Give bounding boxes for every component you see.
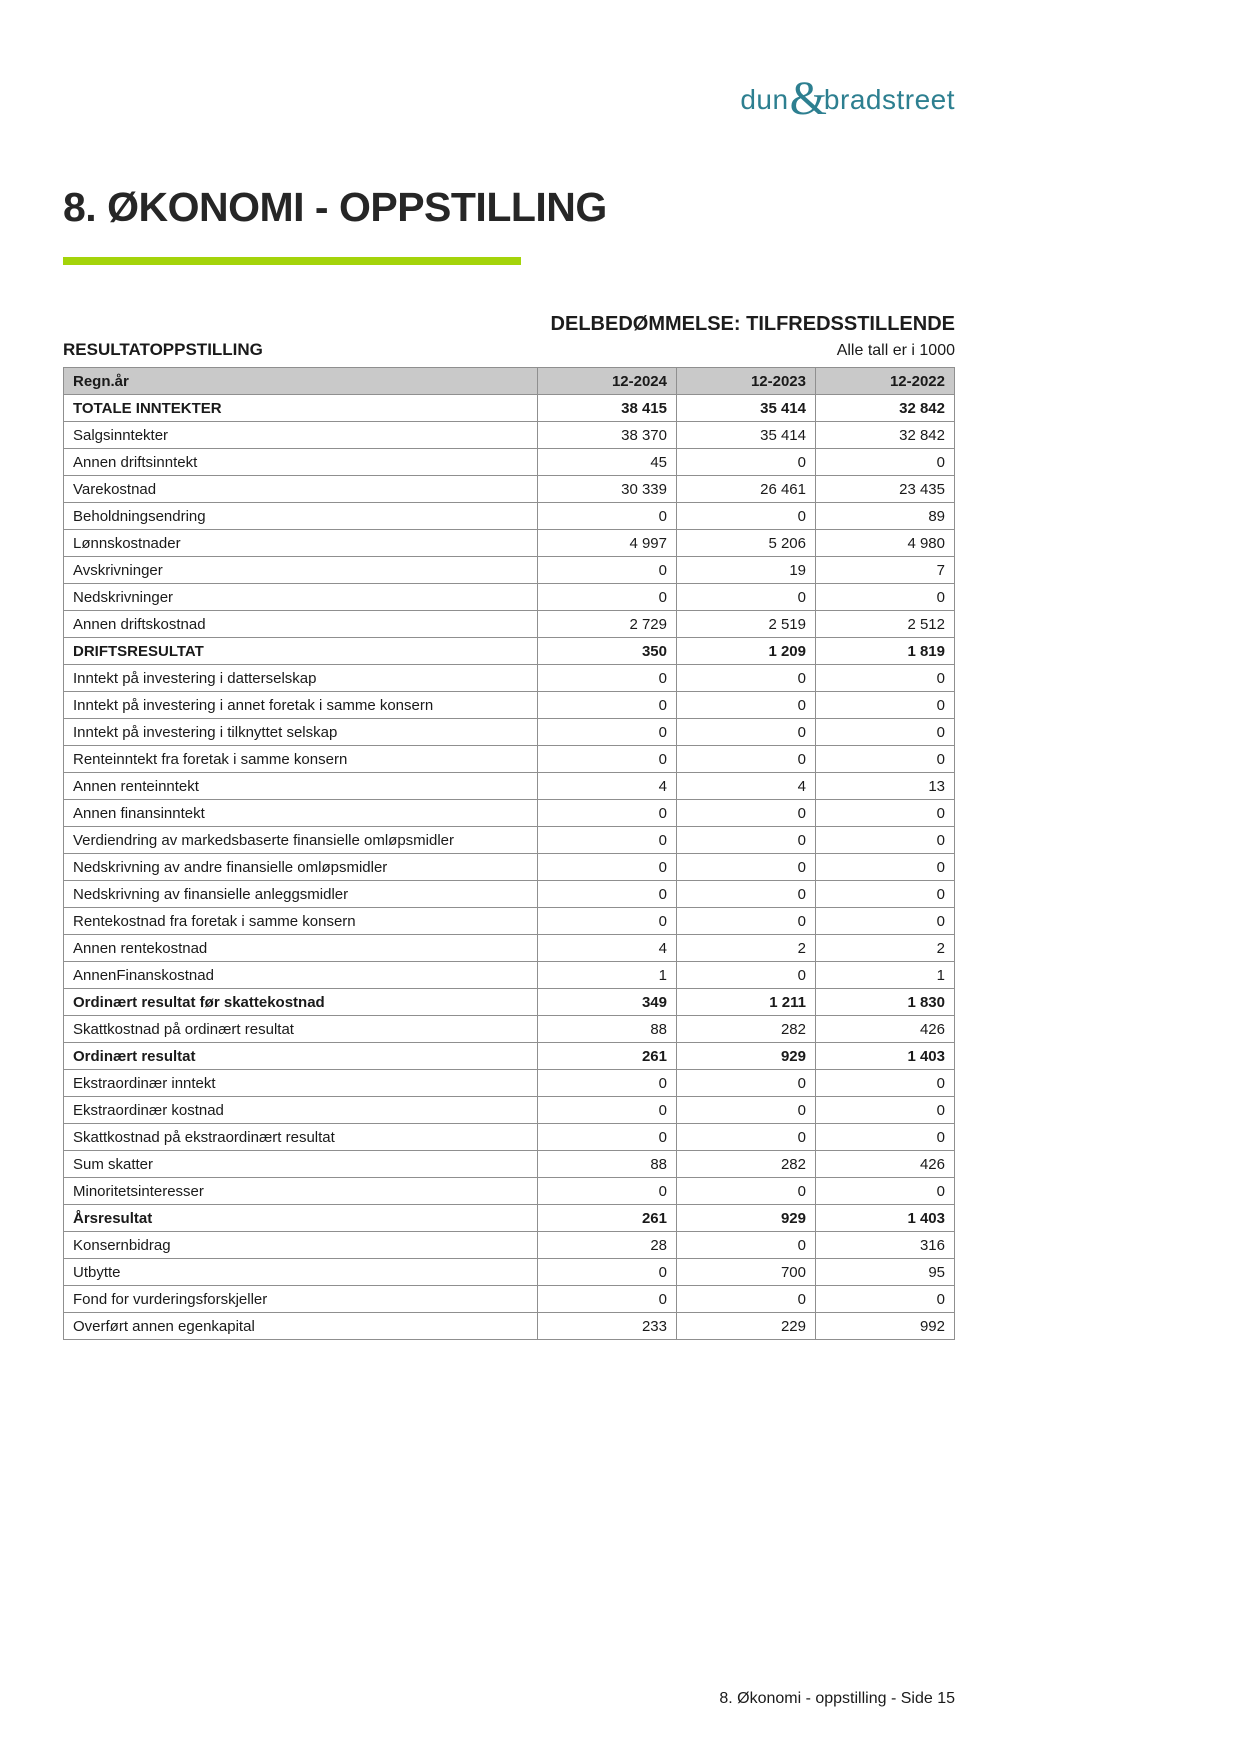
- row-label: Renteinntekt fra foretak i samme konsern: [64, 746, 538, 773]
- row-value: 1 819: [816, 638, 955, 665]
- table-row: [64, 719, 955, 746]
- row-label: Minoritetsinteresser: [64, 1178, 538, 1205]
- table-row: [64, 854, 955, 881]
- row-value: 26 461: [677, 476, 816, 503]
- row-value: 0: [677, 908, 816, 935]
- row-label: Overført annen egenkapital: [64, 1313, 538, 1340]
- row-value: 0: [538, 854, 677, 881]
- row-value: 282: [677, 1151, 816, 1178]
- row-value: 95: [816, 1259, 955, 1286]
- row-value: 0: [538, 719, 677, 746]
- row-value: 233: [538, 1313, 677, 1340]
- row-value: 0: [677, 1286, 816, 1313]
- row-label: Beholdningsendring: [64, 503, 538, 530]
- row-value: 316: [816, 1232, 955, 1259]
- logo-text-dun: dun: [740, 84, 789, 115]
- row-label: Sum skatter: [64, 1151, 538, 1178]
- table-row: [64, 1232, 955, 1259]
- row-value: 0: [816, 1286, 955, 1313]
- table-header-row: [64, 368, 955, 395]
- row-value: 1 830: [816, 989, 955, 1016]
- row-label: Nedskrivninger: [64, 584, 538, 611]
- table-row: [64, 1205, 955, 1232]
- row-value: 349: [538, 989, 677, 1016]
- table-row: [64, 476, 955, 503]
- table-row: [64, 1070, 955, 1097]
- title-accent-bar: [63, 257, 521, 265]
- page-title: 8. ØKONOMI - OPPSTILLING: [63, 184, 607, 230]
- row-value: 35 414: [677, 422, 816, 449]
- page-footer: 8. Økonomi - oppstilling - Side 15: [719, 1690, 955, 1707]
- row-value: 5 206: [677, 530, 816, 557]
- row-label: Verdiendring av markedsbaserte finansielle omløpsmidler: [64, 827, 538, 854]
- row-value: 0: [677, 800, 816, 827]
- row-value: 0: [816, 800, 955, 827]
- table-row: [64, 611, 955, 638]
- table-row: [64, 935, 955, 962]
- row-value: 0: [538, 881, 677, 908]
- table-row: [64, 638, 955, 665]
- row-value: 2 729: [538, 611, 677, 638]
- row-value: 0: [538, 746, 677, 773]
- row-value: 0: [677, 827, 816, 854]
- row-value: 1: [816, 962, 955, 989]
- row-value: 0: [677, 1124, 816, 1151]
- table-row: [64, 827, 955, 854]
- row-label: Ekstraordinær inntekt: [64, 1070, 538, 1097]
- row-value: 426: [816, 1016, 955, 1043]
- table-row: [64, 746, 955, 773]
- row-value: 0: [677, 665, 816, 692]
- row-value: 0: [538, 908, 677, 935]
- row-value: 0: [816, 854, 955, 881]
- table-row: [64, 908, 955, 935]
- row-value: 4: [538, 935, 677, 962]
- document-page: [63, 0, 955, 1754]
- table-row: [64, 692, 955, 719]
- row-value: 45: [538, 449, 677, 476]
- row-value: 0: [816, 827, 955, 854]
- row-value: 929: [677, 1043, 816, 1070]
- row-value: 0: [816, 692, 955, 719]
- row-label: Annen rentekostnad: [64, 935, 538, 962]
- row-value: 0: [816, 908, 955, 935]
- header-year-2024: 12-2024: [538, 368, 677, 395]
- header-regnar: Regn.år: [64, 368, 538, 395]
- row-value: 0: [677, 854, 816, 881]
- unit-note: Alle tall er i 1000: [836, 342, 955, 359]
- table-row: [64, 773, 955, 800]
- table-row: [64, 1151, 955, 1178]
- row-value: 0: [538, 584, 677, 611]
- table-row: [64, 1259, 955, 1286]
- row-value: 0: [538, 1178, 677, 1205]
- section-title: RESULTATOPPSTILLING: [63, 340, 263, 359]
- row-value: 2 512: [816, 611, 955, 638]
- row-value: 0: [816, 1097, 955, 1124]
- row-value: 19: [677, 557, 816, 584]
- row-value: 0: [816, 746, 955, 773]
- dnb-logo: [63, 70, 955, 125]
- table-row: [64, 530, 955, 557]
- table-meta-row: [63, 340, 955, 360]
- row-label: Rentekostnad fra foretak i samme konsern: [64, 908, 538, 935]
- row-value: 0: [677, 881, 816, 908]
- row-value: 30 339: [538, 476, 677, 503]
- row-value: 0: [677, 1070, 816, 1097]
- row-value: 0: [538, 800, 677, 827]
- table-row: [64, 422, 955, 449]
- row-value: 0: [538, 1286, 677, 1313]
- row-value: 0: [677, 584, 816, 611]
- row-value: 350: [538, 638, 677, 665]
- row-value: 0: [677, 746, 816, 773]
- row-value: 1 209: [677, 638, 816, 665]
- row-label: Annen driftsinntekt: [64, 449, 538, 476]
- row-label: Fond for vurderingsforskjeller: [64, 1286, 538, 1313]
- row-label: Annen renteinntekt: [64, 773, 538, 800]
- row-label: Ekstraordinær kostnad: [64, 1097, 538, 1124]
- row-value: 0: [538, 827, 677, 854]
- row-value: 7: [816, 557, 955, 584]
- row-value: 4: [538, 773, 677, 800]
- row-label: Skattkostnad på ekstraordinært resultat: [64, 1124, 538, 1151]
- row-value: 0: [816, 584, 955, 611]
- row-value: 28: [538, 1232, 677, 1259]
- row-value: 1: [538, 962, 677, 989]
- table-row: [64, 665, 955, 692]
- table-row: [64, 1178, 955, 1205]
- row-value: 2: [816, 935, 955, 962]
- row-value: 282: [677, 1016, 816, 1043]
- row-value: 0: [677, 1178, 816, 1205]
- table-row: [64, 1097, 955, 1124]
- row-value: 0: [677, 962, 816, 989]
- table-row: [64, 557, 955, 584]
- table-row: [64, 881, 955, 908]
- row-value: 0: [677, 1232, 816, 1259]
- table-body: [64, 395, 955, 1340]
- row-value: 0: [538, 692, 677, 719]
- table-row: [64, 989, 955, 1016]
- row-label: Avskrivninger: [64, 557, 538, 584]
- assessment-heading: DELBEDØMMELSE: TILFREDSSTILLENDE: [550, 313, 955, 335]
- row-label: Årsresultat: [64, 1205, 538, 1232]
- row-value: 992: [816, 1313, 955, 1340]
- row-value: 0: [816, 449, 955, 476]
- table-row: [64, 584, 955, 611]
- row-value: 0: [538, 503, 677, 530]
- header-year-2022: 12-2022: [816, 368, 955, 395]
- row-value: 1 403: [816, 1205, 955, 1232]
- table-row: [64, 1043, 955, 1070]
- row-value: 2 519: [677, 611, 816, 638]
- row-label: Annen driftskostnad: [64, 611, 538, 638]
- row-value: 426: [816, 1151, 955, 1178]
- row-label: Skattkostnad på ordinært resultat: [64, 1016, 538, 1043]
- row-value: 229: [677, 1313, 816, 1340]
- row-value: 0: [816, 1178, 955, 1205]
- row-value: 13: [816, 773, 955, 800]
- row-label: Konsernbidrag: [64, 1232, 538, 1259]
- row-value: 0: [677, 449, 816, 476]
- table-row: [64, 962, 955, 989]
- row-value: 0: [677, 503, 816, 530]
- row-value: 0: [538, 1259, 677, 1286]
- table-row: [64, 1124, 955, 1151]
- row-label: Annen finansinntekt: [64, 800, 538, 827]
- row-value: 700: [677, 1259, 816, 1286]
- row-label: Lønnskostnader: [64, 530, 538, 557]
- table-row: [64, 1286, 955, 1313]
- row-value: 0: [816, 881, 955, 908]
- row-label: AnnenFinanskostnad: [64, 962, 538, 989]
- table-row: [64, 395, 955, 422]
- table-row: [64, 449, 955, 476]
- row-label: Utbytte: [64, 1259, 538, 1286]
- logo-text-bradstreet: bradstreet: [823, 84, 955, 115]
- logo-ampersand-icon: &: [789, 72, 827, 125]
- row-value: 23 435: [816, 476, 955, 503]
- row-value: 0: [816, 719, 955, 746]
- row-value: 0: [677, 719, 816, 746]
- row-label: Ordinært resultat: [64, 1043, 538, 1070]
- row-label: Nedskrivning av andre finansielle omløpsmidler: [64, 854, 538, 881]
- row-value: 1 211: [677, 989, 816, 1016]
- row-value: 0: [538, 1070, 677, 1097]
- row-label: Inntekt på investering i datterselskap: [64, 665, 538, 692]
- result-table: [63, 367, 955, 1340]
- row-value: 89: [816, 503, 955, 530]
- row-value: 32 842: [816, 422, 955, 449]
- row-value: 4 997: [538, 530, 677, 557]
- row-value: 32 842: [816, 395, 955, 422]
- row-value: 261: [538, 1043, 677, 1070]
- row-value: 0: [816, 665, 955, 692]
- row-label: DRIFTSRESULTAT: [64, 638, 538, 665]
- row-value: 0: [677, 1097, 816, 1124]
- row-label: Nedskrivning av finansielle anleggsmidler: [64, 881, 538, 908]
- row-value: 0: [538, 557, 677, 584]
- row-value: 88: [538, 1151, 677, 1178]
- row-value: 4: [677, 773, 816, 800]
- row-value: 35 414: [677, 395, 816, 422]
- row-value: 0: [538, 1097, 677, 1124]
- row-label: TOTALE INNTEKTER: [64, 395, 538, 422]
- row-value: 929: [677, 1205, 816, 1232]
- row-value: 0: [538, 665, 677, 692]
- row-value: 0: [677, 692, 816, 719]
- row-value: 38 370: [538, 422, 677, 449]
- table-row: [64, 503, 955, 530]
- row-value: 0: [816, 1124, 955, 1151]
- row-value: 261: [538, 1205, 677, 1232]
- row-value: 38 415: [538, 395, 677, 422]
- row-label: Inntekt på investering i tilknyttet selskap: [64, 719, 538, 746]
- row-label: Ordinært resultat før skattekostnad: [64, 989, 538, 1016]
- row-value: 0: [816, 1070, 955, 1097]
- header-year-2023: 12-2023: [677, 368, 816, 395]
- table-row: [64, 800, 955, 827]
- table-row: [64, 1313, 955, 1340]
- row-value: 2: [677, 935, 816, 962]
- row-value: 0: [538, 1124, 677, 1151]
- row-label: Varekostnad: [64, 476, 538, 503]
- row-value: 1 403: [816, 1043, 955, 1070]
- row-value: 88: [538, 1016, 677, 1043]
- row-value: 4 980: [816, 530, 955, 557]
- row-label: Salgsinntekter: [64, 422, 538, 449]
- table-row: [64, 1016, 955, 1043]
- row-label: Inntekt på investering i annet foretak i samme konsern: [64, 692, 538, 719]
